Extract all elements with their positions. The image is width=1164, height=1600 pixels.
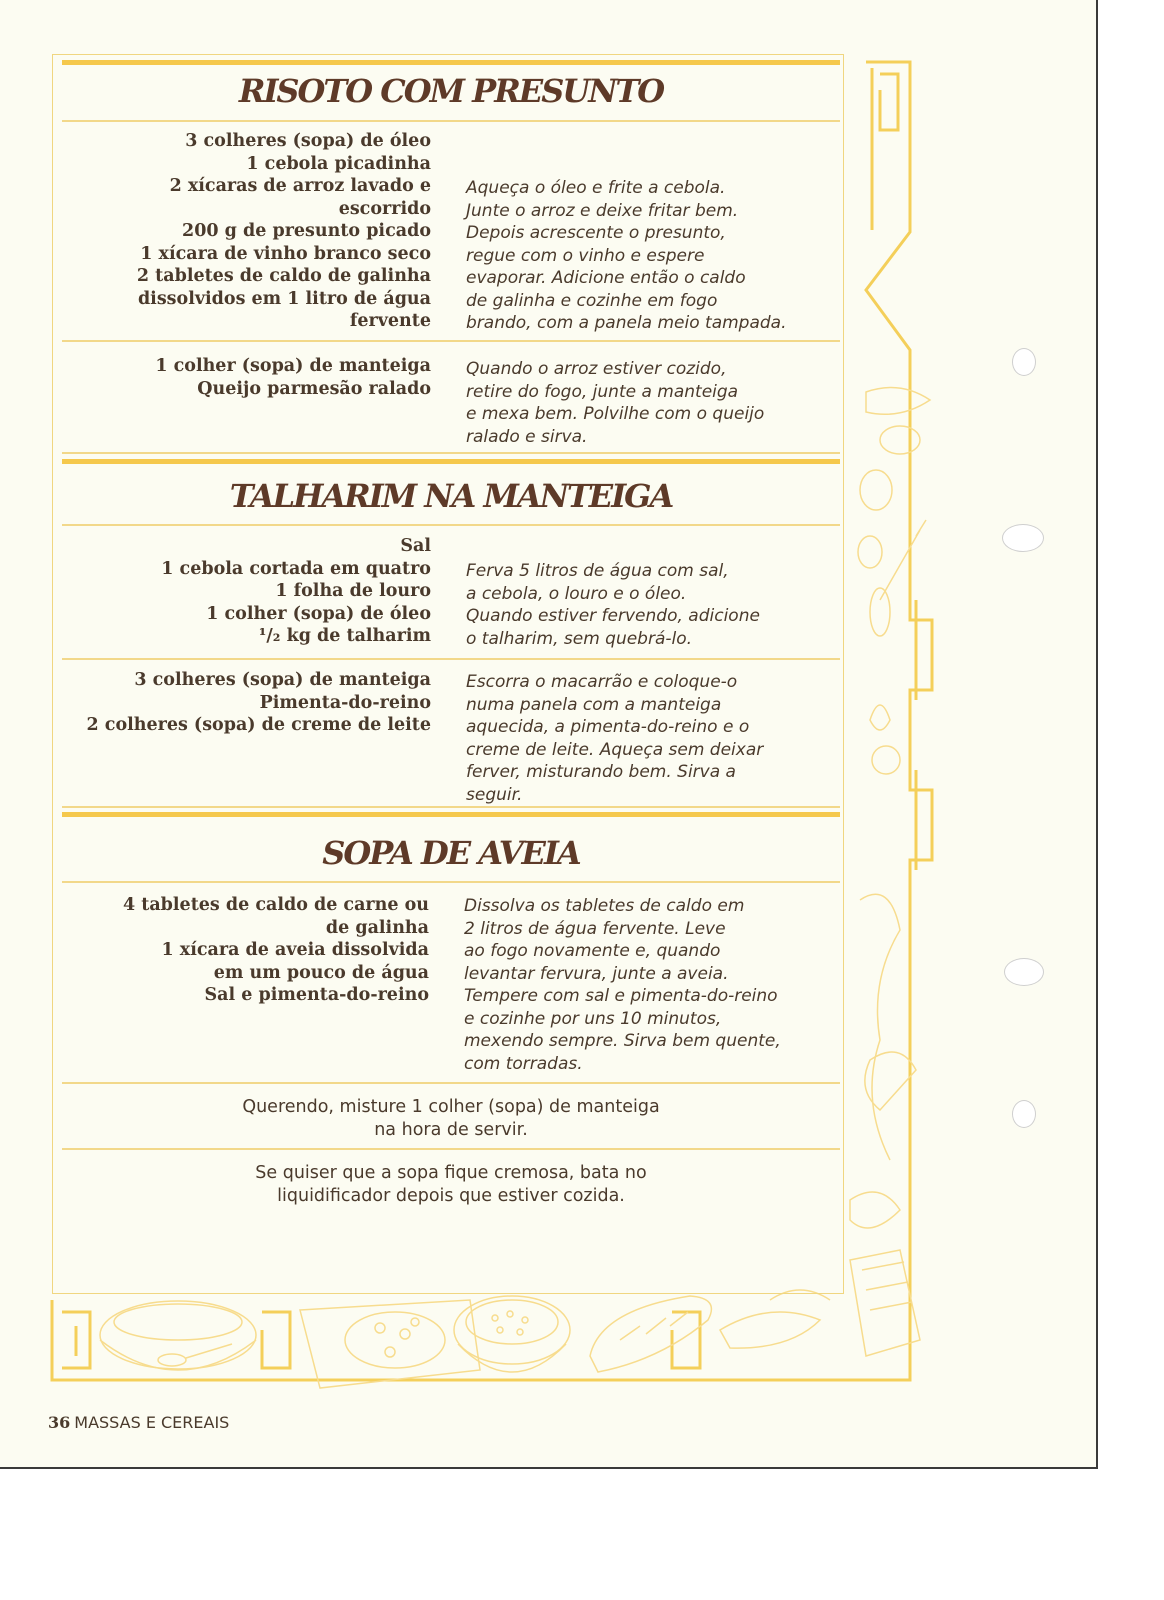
recipe-title: TALHARIM NA MANTEIGA (229, 477, 673, 515)
method-line: Ferva 5 litros de água com sal, (466, 561, 729, 581)
ingredient: 1 colher (sopa) de manteiga (155, 356, 431, 376)
method-line: de galinha e cozinhe em fogo (466, 290, 718, 311)
method-line: numa panela com a manteiga (466, 694, 722, 715)
note-line: Querendo, misture 1 colher (sopa) de manteiga (242, 1097, 660, 1117)
section-name: MASSAS E CEREAIS (74, 1413, 230, 1432)
method-line: com torradas. (464, 1053, 583, 1074)
method-line: Depois acrescente o presunto, (466, 223, 726, 243)
recipe-title: SOPA DE AVEIA (322, 834, 580, 872)
ingredient: dissolvidos em 1 litro de água (137, 288, 431, 309)
method-line: ferver, misturando bem. Sirva a (466, 762, 736, 782)
ingredient: 1 xícara de vinho branco seco (140, 243, 431, 264)
method-text (464, 895, 824, 1075)
ingredient-list (161, 535, 431, 648)
divider-line (62, 1082, 840, 1084)
ingredient: 4 tabletes de caldo de carne ou (122, 895, 429, 915)
ingredient: 200 g de presunto picado (182, 221, 431, 241)
method-line: Escorra o macarrão e coloque-o (466, 672, 738, 692)
method-line: Quando o arroz estiver cozido, (466, 359, 727, 379)
binder-hole-4 (1012, 1100, 1036, 1128)
method-line: Dissolva os tabletes de caldo em (464, 896, 745, 916)
ingredient: 3 colheres (sopa) de óleo (185, 131, 431, 151)
ingredient: 1 cebola picadinha (246, 153, 431, 174)
ingredient: Sal (400, 536, 431, 556)
ingredient-list (155, 355, 431, 400)
ingredient: ¹/₂ kg de talharim (258, 626, 431, 646)
divider-line (62, 340, 840, 342)
note-line: Se quiser que a sopa fique cremosa, bata no (255, 1163, 647, 1183)
method-line: Tempere com sal e pimenta-do-reino (464, 986, 778, 1006)
method-line: aquecida, a pimenta-do-reino e o (466, 717, 750, 737)
method-line: Aqueça o óleo e frite a cebola. (466, 178, 726, 198)
method-line: a cebola, o louro e o óleo. (466, 583, 687, 604)
method-line: creme de leite. Aqueça sem deixar (466, 739, 764, 760)
note-line: liquidificador depois que estiver cozida. (277, 1185, 625, 1206)
ingredient: 2 colheres (sopa) de creme de leite (86, 715, 431, 735)
divider-line (62, 120, 840, 122)
ingredient: 1 folha de louro (275, 581, 431, 601)
method-line: ralado e sirva. (466, 426, 588, 447)
divider-band (62, 812, 840, 817)
method-text (466, 560, 826, 650)
note-line: na hora de servir. (374, 1119, 528, 1140)
ingredient: 1 cebola cortada em quatro (161, 558, 431, 579)
ingredient-list (123, 894, 429, 1007)
divider-line (62, 452, 840, 454)
divider-line (62, 806, 840, 808)
divider-line (62, 524, 840, 526)
method-line: brando, com a panela meio tampada. (466, 313, 787, 333)
method-line: mexendo sempre. Sirva bem quente, (464, 1031, 781, 1051)
divider-band (62, 60, 840, 65)
method-line: o talharim, sem quebrá-lo. (466, 628, 693, 649)
ingredient: 3 colheres (sopa) de manteiga (134, 670, 431, 690)
recipe-title: RISOTO COM PRESUNTO (238, 72, 664, 110)
method-line: regue com o vinho e espere (466, 245, 705, 266)
method-line: ao fogo novamente e, quando (464, 941, 721, 961)
method-line: seguir. (466, 784, 523, 805)
recipe-note (62, 1162, 840, 1207)
ingredient: Pimenta-do-reino (259, 692, 431, 713)
method-line: 2 litros de água fervente. Leve (464, 918, 726, 939)
page-footer (48, 1413, 229, 1432)
ingredient-list (137, 130, 431, 333)
method-line: evaporar. Adicione então o caldo (466, 268, 746, 288)
binder-hole-1 (1012, 348, 1036, 376)
ingredient: 1 xícara de aveia dissolvida (161, 940, 429, 960)
method-line: Junte o arroz e deixe fritar bem. (466, 200, 739, 221)
ingredient: Queijo parmesão ralado (197, 378, 431, 399)
ingredient: escorrido (338, 198, 431, 219)
divider-line (62, 1148, 840, 1150)
ingredient-list (87, 669, 431, 737)
method-line: e mexa bem. Polvilhe com o queijo (466, 404, 765, 424)
page-number: 36 (48, 1413, 71, 1432)
method-line: levantar fervura, junte a aveia. (464, 963, 729, 984)
method-text (466, 177, 826, 335)
binder-hole-2 (1002, 524, 1044, 552)
ingredient: 1 colher (sopa) de óleo (206, 603, 431, 624)
method-line: Quando estiver fervendo, adicione (466, 606, 760, 626)
method-text (466, 358, 826, 448)
method-line: e cozinhe por uns 10 minutos, (464, 1008, 722, 1029)
divider-band (62, 459, 840, 464)
divider-line (62, 658, 840, 660)
ingredient: de galinha (325, 917, 429, 938)
divider-line (62, 881, 840, 883)
binder-hole-3 (1004, 958, 1044, 986)
method-line: retire do fogo, junte a manteiga (466, 381, 739, 402)
ingredient: 2 tabletes de caldo de galinha (136, 266, 431, 286)
recipe-note (62, 1096, 840, 1141)
ingredient: em um pouco de água (213, 962, 429, 983)
ingredient: 2 xícaras de arroz lavado e (169, 176, 431, 196)
ingredient: Sal e pimenta-do-reino (204, 985, 429, 1005)
method-text (466, 671, 826, 806)
ingredient: fervente (349, 311, 431, 331)
